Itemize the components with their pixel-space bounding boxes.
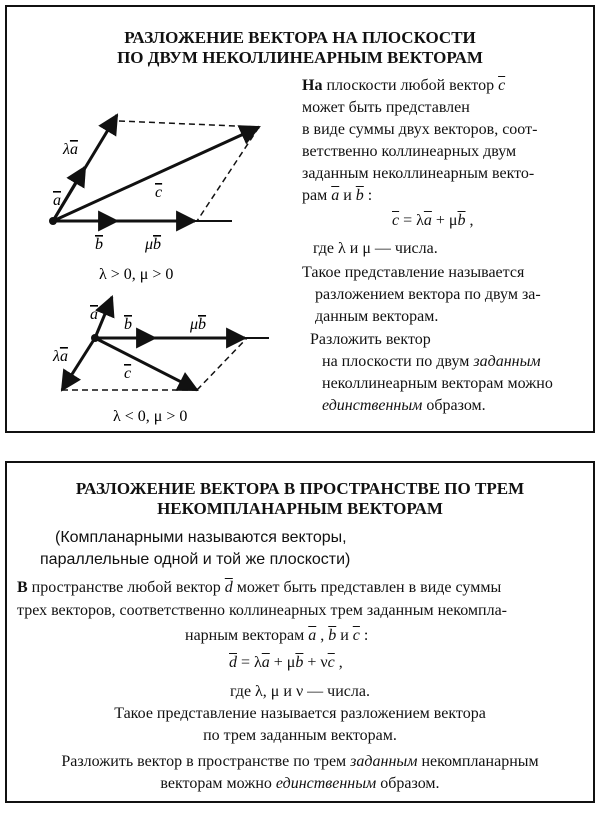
box2-where: где λ, μ и ν — числа. — [230, 683, 370, 700]
fig1-c-label: c — [155, 184, 163, 201]
box1-title-line1: РАЗЛОЖЕНИЕ ВЕКТОРА НА ПЛОСКОСТИ — [124, 28, 476, 47]
box1-p2-line2: разложением вектора по двум за- — [315, 286, 541, 303]
fig1-b-label: b — [95, 236, 103, 253]
box1-p3-line4: единственным образом. — [322, 397, 486, 414]
box2-p3-line1: Разложить вектор в пространстве по трем заданным некомпланарным — [61, 753, 539, 770]
fig1-a-label: a — [53, 192, 61, 209]
fig1-dashed-top — [119, 121, 259, 127]
figure-1 — [49, 115, 259, 283]
fig2-mu-b-label: μb — [190, 316, 207, 333]
box1-p2-line1: Такое представление называется — [302, 264, 525, 281]
box1-p1-line1: На плоскости любой вектор $\overline{c}$ — [302, 77, 506, 94]
fig1-mu-b-label: μb — [145, 236, 162, 253]
box2-note-line2: параллельные одной и той же плоскости) — [40, 551, 351, 568]
box2-note-line1: (Компланарными называются векторы, — [55, 529, 347, 546]
fig2-origin — [91, 334, 99, 342]
box2-p1-line1: В пространстве любой вектор $\overline{d}$ может быть представлен в виде суммы — [17, 579, 502, 596]
box2-title — [7, 479, 593, 519]
box1-p1-line4: ветственно коллинеарных двум — [302, 143, 517, 160]
box1-title-line2: ПО ДВУМ НЕКОЛЛИНЕАРНЫМ ВЕКТОРАМ — [117, 48, 483, 67]
box1-p1-line6: рам $\overline{a}$ и $\overline{b}$ : — [302, 187, 373, 204]
fig1-lambda-a-label: λa — [63, 141, 78, 158]
fig1-c-arrow — [53, 127, 259, 221]
box2-p1-line2: трех векторов, соответственно коллинеарных трем заданным некомпла- — [17, 602, 508, 619]
box1-p1-line5: заданным неколлинеарным векто- — [302, 165, 535, 182]
space-decomposition-box — [5, 461, 595, 803]
box1-p1-line3: в виде суммы двух векторов, соот- — [302, 121, 538, 138]
box2-p2-line1: Такое представление называется разложением вектора — [114, 705, 486, 722]
box2-title-line1: РАЗЛОЖЕНИЕ ВЕКТОРА В ПРОСТРАНСТВЕ ПО ТРЕМ — [75, 479, 525, 498]
box1-p1-line2: может быть представлен — [302, 99, 470, 116]
box2-p1-line3: нарным векторам $\overline{a}$ , $\overline{b}$ и $\overline{c}$ : — [185, 627, 369, 644]
box1-where: где λ и μ — числа. — [313, 240, 438, 257]
box1-formula: $\overline{c} = \lambda\overline{a} + \mu\overline{b}$ , — [392, 212, 474, 229]
box2-p2-line2: по трем заданным векторам. — [203, 727, 397, 744]
figure-2 — [52, 297, 269, 425]
plane-decomposition-box — [5, 5, 595, 433]
fig2-lambda-a-label: λa — [53, 348, 68, 365]
fig2-c-arrow — [95, 338, 197, 390]
box2-formula: $\overline{d} = \lambda\overline{a} + \mu\overline{b} + \nu\overline{c}$ , — [229, 654, 343, 671]
fig2-caption: λ < 0, μ > 0 — [113, 408, 188, 425]
box1-p3-line1: Разложить вектор — [310, 331, 431, 348]
fig1-origin — [49, 217, 57, 225]
fig2-a-label: a — [90, 306, 98, 323]
vector-diagrams — [7, 7, 297, 427]
fig1-caption: λ > 0, μ > 0 — [99, 266, 174, 283]
box1-p3-line2: на плоскости по двум заданным — [322, 353, 541, 370]
box1-p2-line3: данным векторам. — [315, 308, 439, 325]
fig2-b-label: b — [124, 316, 132, 333]
fig2-c-label: c — [124, 365, 132, 382]
box2-p3-line2: векторам можно единственным образом. — [160, 775, 440, 792]
box1-p3-line3: неколлинеарным векторам можно — [322, 375, 553, 392]
fig2-dashed-right — [197, 338, 247, 390]
box2-title-line2: НЕКОМПЛАНАРНЫМ ВЕКТОРАМ — [157, 499, 443, 518]
